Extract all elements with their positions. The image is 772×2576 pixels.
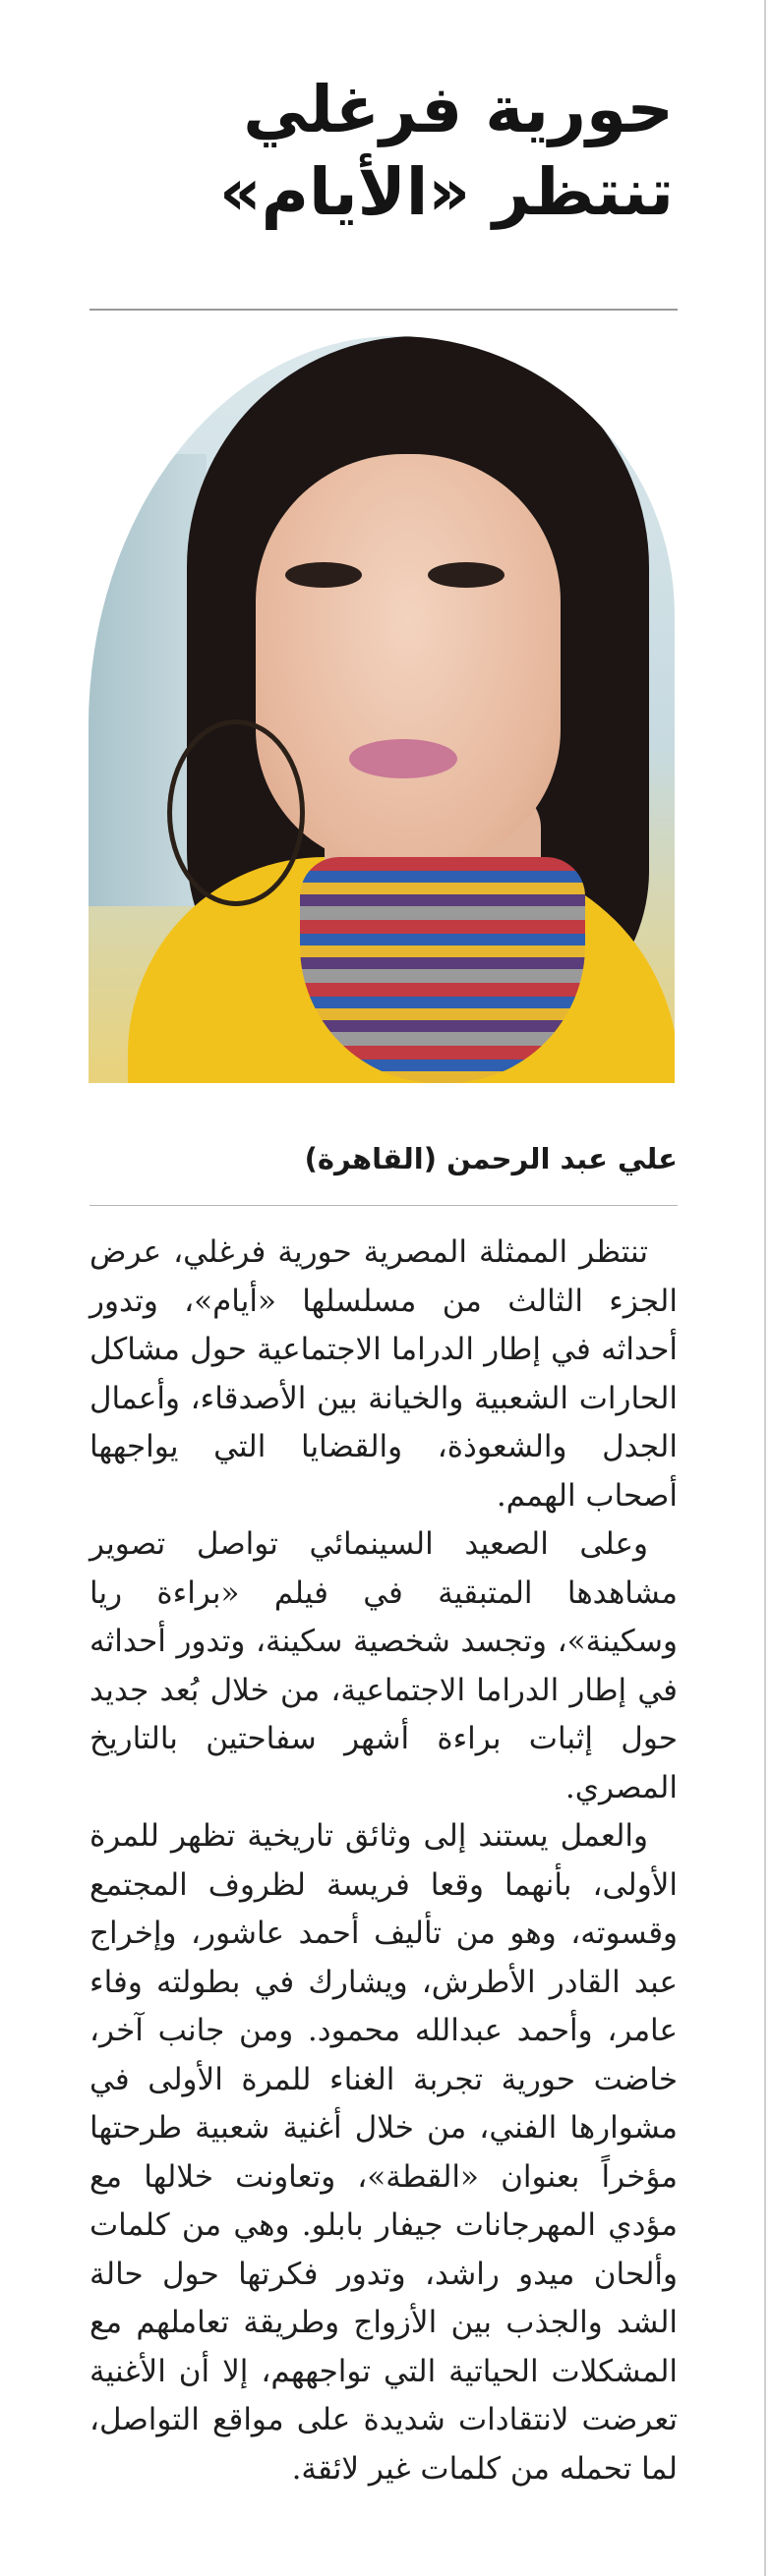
photo-lips xyxy=(349,739,457,778)
body-paragraph-3: والعمل يستند إلى وثائق تاريخية تظهر للمرة الأولى، بأنهما وقعا فريسة لظروف المجتمع وقسوته، وهو من تأليف أحمد عاشور، وإخراج عبد القادر الأطرش، ويشارك في بطولته وفاء عامر، وأحمد عبدالله محمود. ومن جانب آخر، خاضت حورية تجربة الغناء للمرة الأولى في مشوارها الفني، من خلال أغنية شعبية طرحتها مؤخراً بعنوان «القطة»، وتعاونت خلالها مع مؤدي المهرجانات جيفار بابلو. وهي من كلمات وألحان ميدو راشد، وتدور فكرتها حول حالة الشد والجذب بين الأزواج وطريقة تعاملهم مع المشكلات الحياتية التي تواجههم، إلا أن الأغنية تعرضت لانتقادات شديدة على مواقع التواصل، لما تحمله من كلمات غير لائقة. xyxy=(89,1818,678,2487)
portrait-photo xyxy=(89,336,675,1083)
article-body xyxy=(89,1229,678,2493)
headline-line-1: حورية فرغلي xyxy=(243,72,674,147)
article-headline xyxy=(64,69,674,235)
photo-earring xyxy=(167,719,305,906)
column-rule xyxy=(764,0,766,2576)
byline-divider xyxy=(89,1205,678,1206)
headline-line-2: تنتظر «الأيام» xyxy=(219,154,674,231)
photo-eye-left xyxy=(285,562,362,588)
photo-eye-right xyxy=(428,562,505,588)
body-paragraph-1: تنتظر الممثلة المصرية حورية فرغلي، عرض الجزء الثالث من مسلسلها «أيام»، وتدور أحداثه في إطار الدراما الاجتماعية حول مشاكل الحارات الشعبية والخيانة بين الأصدقاء، وأعمال الجدل والشعوذة، والقضايا التي يواجهها أصحاب الهمم. xyxy=(89,1234,678,1514)
article-byline: علي عبد الرحمن (القاهرة) xyxy=(304,1142,678,1175)
headline-divider xyxy=(89,309,678,311)
body-paragraph-2: وعلى الصعيد السينمائي تواصل تصوير مشاهدها المتبقية في فيلم «براءة ريا وسكينة»، وتجسد شخصية سكينة، وتدور أحداثه في إطار الدراما الاجتماعية، من خلال بُعد جديد حول إثبات براءة أشهر سفاحتين بالتاريخ المصري. xyxy=(89,1526,678,1805)
